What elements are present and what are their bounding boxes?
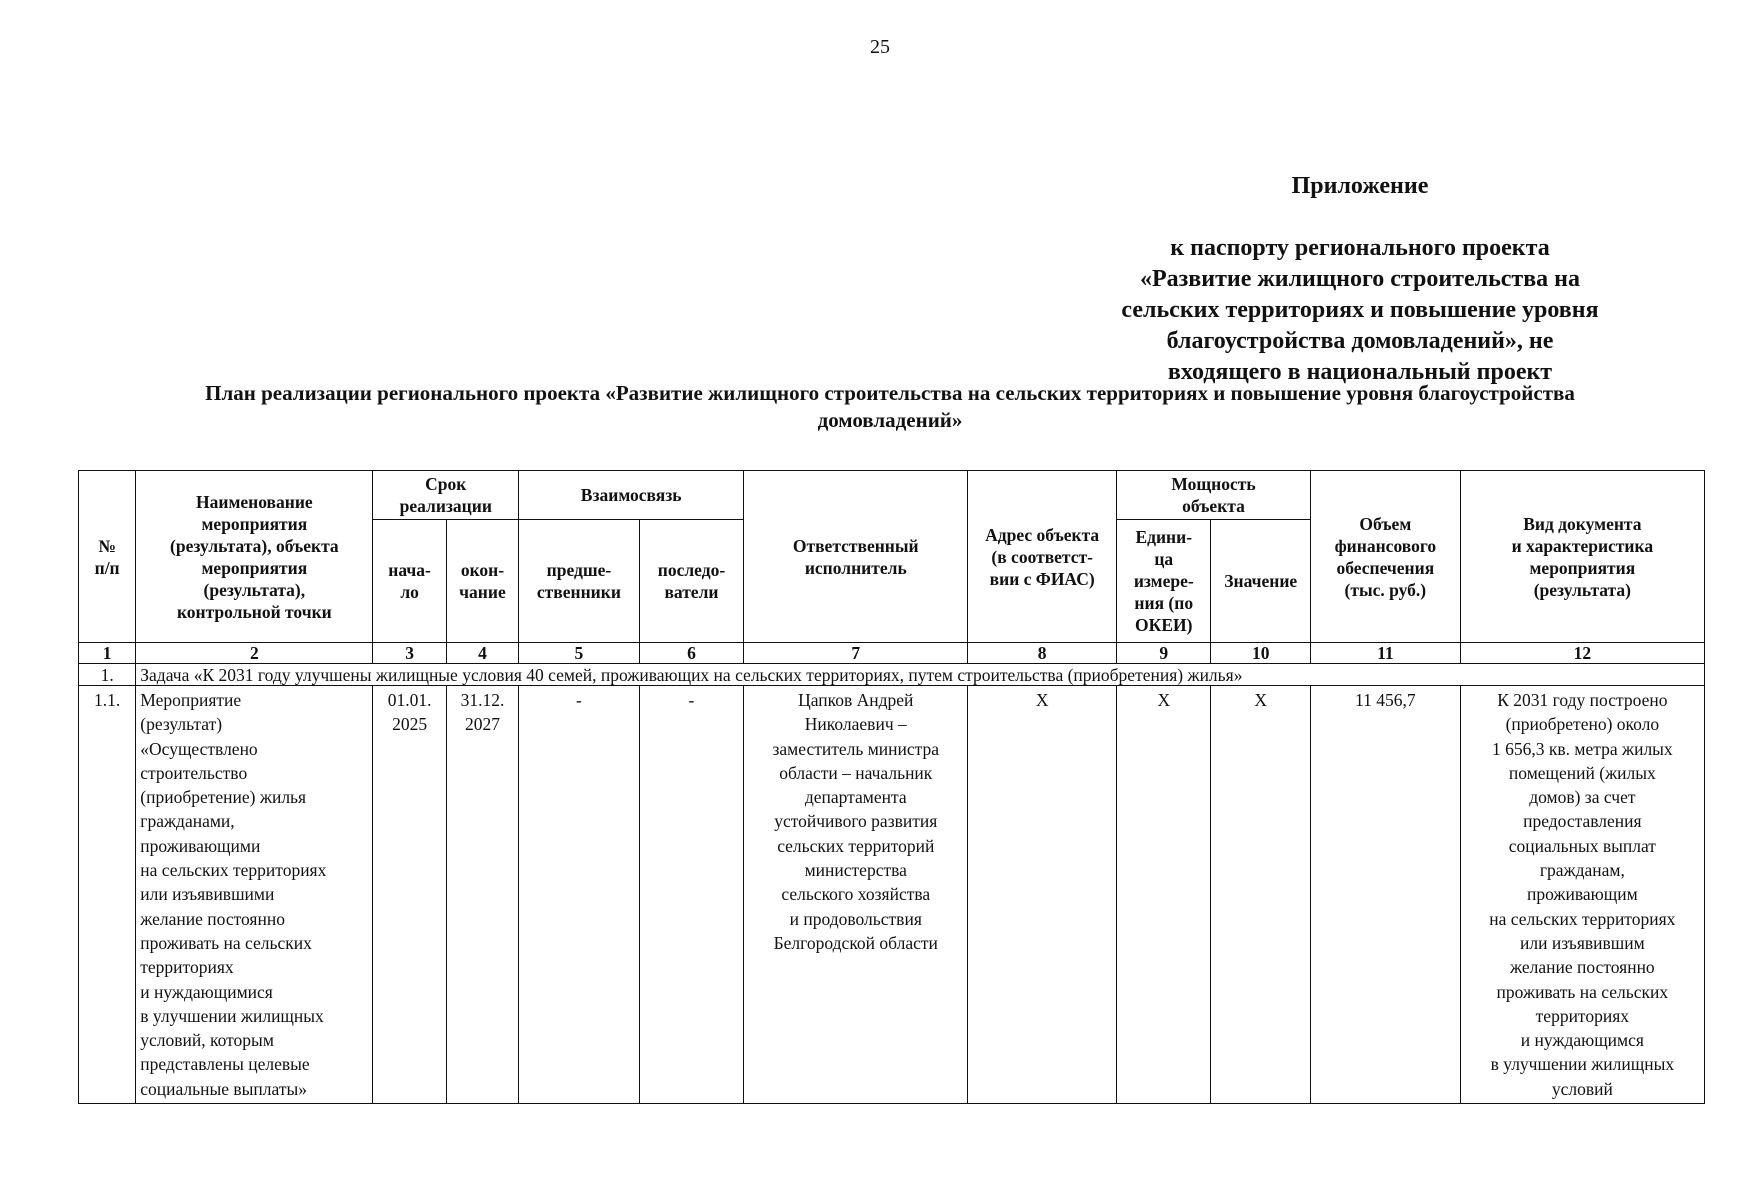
column-number: 12 xyxy=(1460,643,1704,664)
task-text: Задача «К 2031 году улучшены жилищные условия 40 семей, проживающих на сельских территориях, путем строительства (приобретения) жилья» xyxy=(136,664,1705,686)
task-num: 1. xyxy=(79,664,136,686)
header-num: № п/п xyxy=(79,471,136,643)
column-number: 10 xyxy=(1211,643,1311,664)
item-row xyxy=(79,686,1705,1104)
column-number: 9 xyxy=(1117,643,1211,664)
header-relation-pred: предше- ственники xyxy=(519,520,640,643)
column-number: 11 xyxy=(1310,643,1460,664)
header-relation-next: последо- ватели xyxy=(639,520,744,643)
plan-table xyxy=(78,470,1705,1104)
header-relation: Взаимосвязь xyxy=(519,471,744,520)
item-num: 1.1. xyxy=(79,686,136,1104)
header-responsible: Ответственный исполнитель xyxy=(744,471,968,643)
header-funding: Объем финансового обеспечения (тыс. руб.) xyxy=(1310,471,1460,643)
header-capacity-value: Значение xyxy=(1211,520,1311,643)
header-row-1 xyxy=(79,471,1705,520)
item-end: 31.12. 2027 xyxy=(446,686,518,1104)
header-term: Срок реализации xyxy=(373,471,519,520)
item-unit: Х xyxy=(1117,686,1211,1104)
appendix-title: Приложение xyxy=(1291,173,1429,199)
page-number: 25 xyxy=(870,36,890,58)
plan-title: План реализации регионального проекта «Развитие жилищного строительства на сельских территориях и повышение уровня благоустройства домовладений» xyxy=(205,381,1575,432)
item-value: Х xyxy=(1211,686,1311,1104)
column-number: 6 xyxy=(639,643,744,664)
item-funding: 11 456,7 xyxy=(1310,686,1460,1104)
item-start: 01.01. 2025 xyxy=(373,686,446,1104)
header-address: Адрес объекта (в соответст- вии с ФИАС) xyxy=(968,471,1117,643)
item-responsible: Цапков Андрей Николаевич – заместитель министра области – начальник департамента устойчивого развития сельских территорий министерства сельского хозяйства и продовольствия Белгородской области xyxy=(744,686,968,1104)
column-number: 3 xyxy=(373,643,446,664)
header-term-end: окон- чание xyxy=(446,520,518,643)
task-row xyxy=(79,664,1705,686)
column-numbers-row xyxy=(79,643,1705,664)
header-document: Вид документа и характеристика мероприятия (результата) xyxy=(1460,471,1704,643)
header-capacity-unit: Едини- ца измере- ния (по ОКЕИ) xyxy=(1117,520,1211,643)
column-number: 1 xyxy=(79,643,136,664)
item-name: Мероприятие (результат) «Осуществлено строительство (приобретение) жилья гражданами, проживающими на сельских территориях или изъявившими желание постоянно проживать на сельских территориях и нуждающимися в улучшении жилищных условий, которым представлены целевые социальные выплаты» xyxy=(136,686,373,1104)
column-number: 8 xyxy=(968,643,1117,664)
header-name: Наименование мероприятия (результата), объекта мероприятия (результата), контрольной точки xyxy=(136,471,373,643)
appendix-block xyxy=(1090,140,1630,419)
column-number: 2 xyxy=(136,643,373,664)
item-pred: - xyxy=(519,686,640,1104)
item-address: Х xyxy=(968,686,1117,1104)
header-term-start: нача- ло xyxy=(373,520,446,643)
appendix-text: к паспорту регионального проекта «Развитие жилищного строительства на сельских территориях и повышение уровня благоустройства домовладений», не входящего в национальный проект xyxy=(1121,235,1599,385)
column-number: 4 xyxy=(446,643,518,664)
item-document: К 2031 году построено (приобретено) около 1 656,3 кв. метра жилых помещений (жилых домов) за счет предоставления социальных выплат гражданам, проживающим на сельских территориях или изъявившим желание постоянно проживать на сельских территориях и нуждающимся в улучшении жилищных условий xyxy=(1460,686,1704,1104)
item-next: - xyxy=(639,686,744,1104)
column-number: 5 xyxy=(519,643,640,664)
column-number: 7 xyxy=(744,643,968,664)
header-capacity: Мощность объекта xyxy=(1117,471,1311,520)
